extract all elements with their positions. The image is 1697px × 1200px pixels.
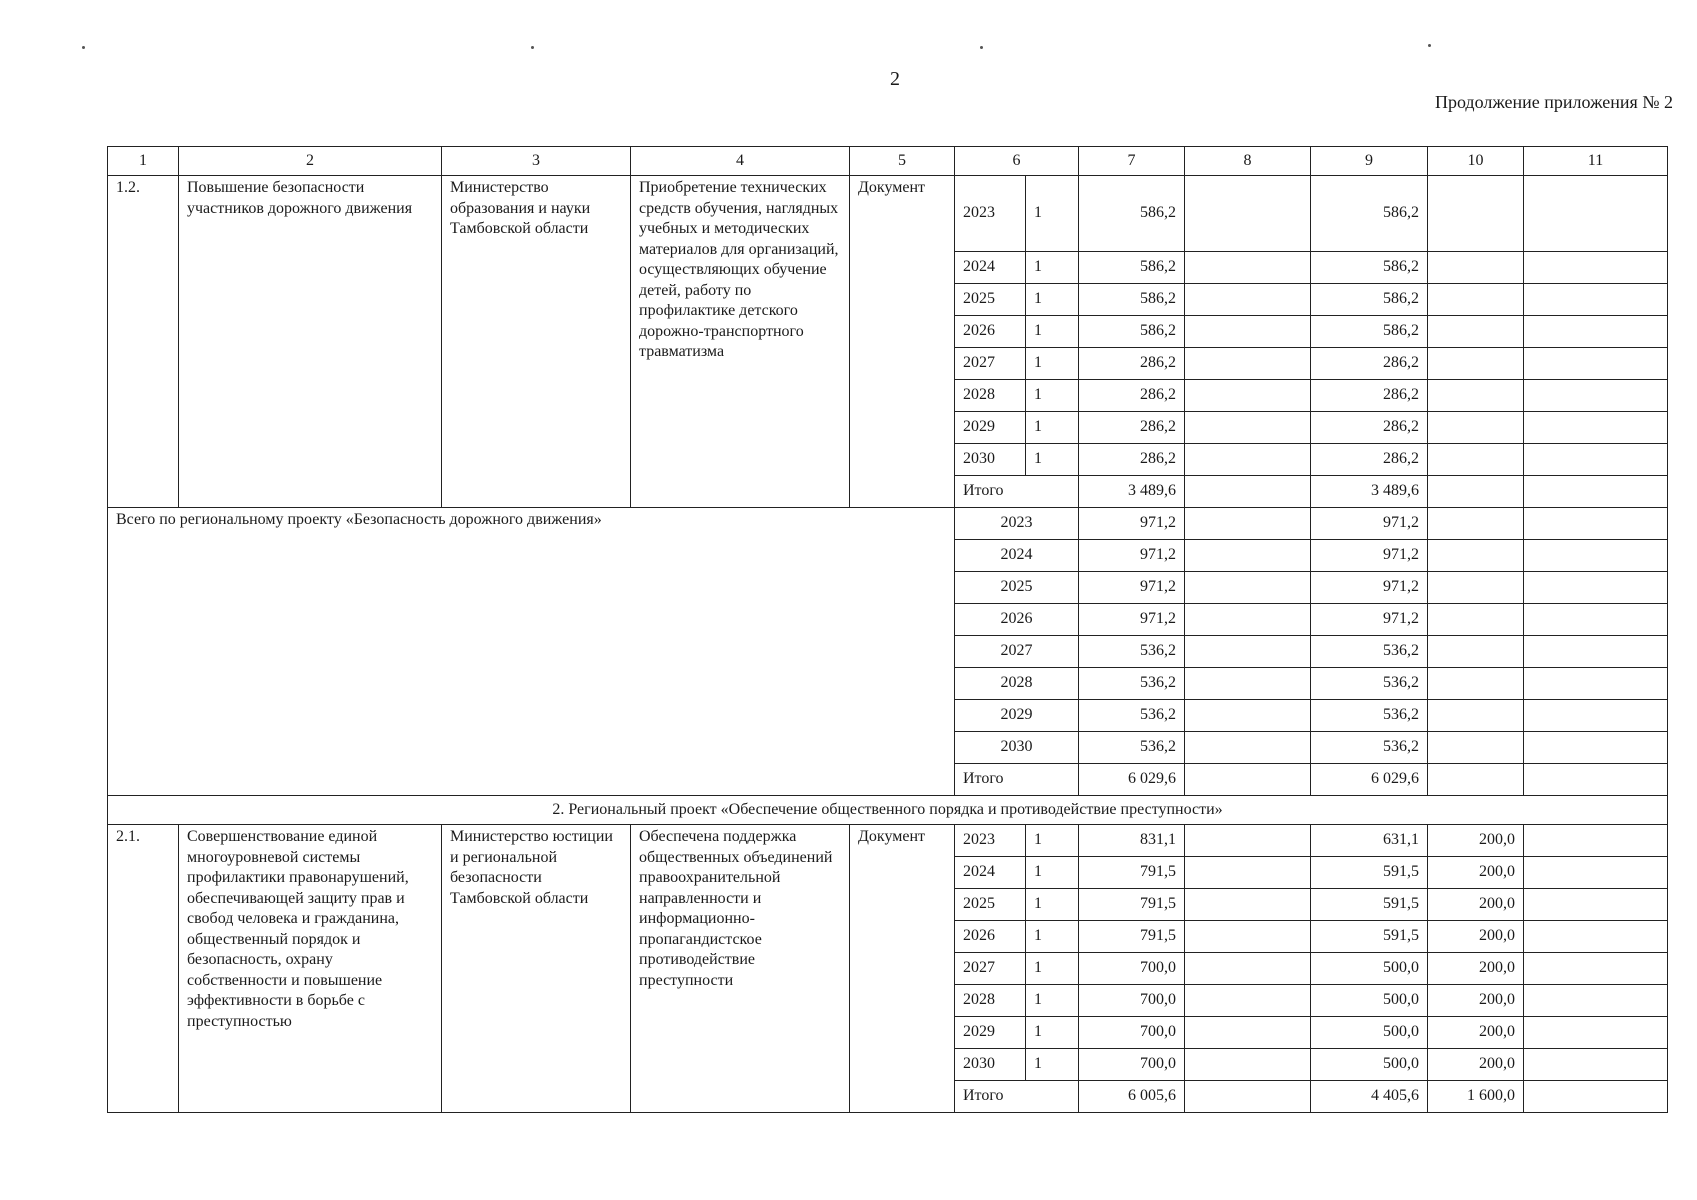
value-cell: 536,2: [1311, 636, 1428, 668]
value-cell: 586,2: [1311, 252, 1428, 284]
year-cell: 2023: [955, 508, 1079, 540]
year-cell: 2026: [955, 921, 1026, 953]
value-cell: [1524, 732, 1668, 764]
value-cell: 4 405,6: [1311, 1081, 1428, 1113]
value-cell: 200,0: [1428, 985, 1524, 1017]
value-cell: [1185, 700, 1311, 732]
value-cell: [1524, 668, 1668, 700]
value-cell: 3 489,6: [1079, 476, 1185, 508]
value-cell: [1185, 953, 1311, 985]
value-cell: 971,2: [1079, 540, 1185, 572]
value-cell: 200,0: [1428, 857, 1524, 889]
value-cell: 1: [1026, 380, 1079, 412]
value-cell: 536,2: [1079, 732, 1185, 764]
value-cell: 1: [1026, 1049, 1079, 1081]
value-cell: [1428, 348, 1524, 380]
year-cell: 2024: [955, 857, 1026, 889]
value-cell: 286,2: [1079, 380, 1185, 412]
scan-speck: [1428, 44, 1431, 47]
section-title-row: [108, 796, 1668, 825]
year-cell: 2026: [955, 604, 1079, 636]
col-header: 4: [631, 147, 850, 176]
value-cell: 631,1: [1311, 825, 1428, 857]
value-cell: 791,5: [1079, 857, 1185, 889]
col-header: 9: [1311, 147, 1428, 176]
value-cell: [1428, 572, 1524, 604]
value-cell: 831,1: [1079, 825, 1185, 857]
value-cell: 3 489,6: [1311, 476, 1428, 508]
value-cell: [1428, 444, 1524, 476]
value-cell: 500,0: [1311, 1049, 1428, 1081]
col-header: 2: [179, 147, 442, 176]
value-cell: [1185, 825, 1311, 857]
year-cell: 2029: [955, 412, 1026, 444]
value-cell: [1524, 1017, 1668, 1049]
activity-1-2-name: Повышение безопасности участников дорожного движения: [179, 176, 442, 508]
value-cell: 536,2: [1311, 732, 1428, 764]
value-cell: [1185, 732, 1311, 764]
value-cell: [1185, 636, 1311, 668]
value-cell: 286,2: [1311, 444, 1428, 476]
value-cell: 971,2: [1079, 572, 1185, 604]
value-cell: 1: [1026, 985, 1079, 1017]
activity-1-2-executor: Министерство образования и науки Тамбовской области: [442, 176, 631, 508]
value-cell: [1185, 444, 1311, 476]
value-cell: [1428, 604, 1524, 636]
value-cell: [1524, 284, 1668, 316]
value-cell: 500,0: [1311, 1017, 1428, 1049]
value-cell: [1524, 176, 1668, 252]
value-cell: [1185, 857, 1311, 889]
value-cell: [1524, 476, 1668, 508]
year-cell: 2025: [955, 889, 1026, 921]
value-cell: 286,2: [1311, 412, 1428, 444]
activity-1-2-number: 1.2.: [108, 176, 179, 508]
year-cell: 2030: [955, 444, 1026, 476]
col-header: 8: [1185, 147, 1311, 176]
value-cell: [1524, 953, 1668, 985]
value-cell: [1428, 380, 1524, 412]
activity-2-1-executor: Министерство юстиции и региональной безопасности Тамбовской области: [442, 825, 631, 1113]
table-row: [108, 176, 1668, 252]
value-cell: [1524, 921, 1668, 953]
value-cell: 536,2: [1079, 636, 1185, 668]
value-cell: [1185, 668, 1311, 700]
value-cell: [1185, 284, 1311, 316]
value-cell: 971,2: [1311, 540, 1428, 572]
value-cell: [1524, 764, 1668, 796]
value-cell: 586,2: [1311, 316, 1428, 348]
value-cell: 200,0: [1428, 889, 1524, 921]
value-cell: [1428, 284, 1524, 316]
value-cell: [1185, 1049, 1311, 1081]
value-cell: 536,2: [1311, 700, 1428, 732]
section-2-title: 2. Региональный проект «Обеспечение общественного порядка и противодействие преступности»: [108, 796, 1668, 825]
value-cell: 591,5: [1311, 921, 1428, 953]
value-cell: [1428, 668, 1524, 700]
value-cell: 1: [1026, 284, 1079, 316]
value-cell: [1185, 921, 1311, 953]
value-cell: 536,2: [1079, 668, 1185, 700]
value-cell: 500,0: [1311, 985, 1428, 1017]
col-header: 6: [955, 147, 1079, 176]
value-cell: [1428, 316, 1524, 348]
value-cell: [1185, 348, 1311, 380]
value-cell: [1185, 604, 1311, 636]
activity-2-1-result: Обеспечена поддержка общественных объединений правоохранительной направленности и информационно-пропагандистское противодействие преступности: [631, 825, 850, 1113]
value-cell: [1524, 572, 1668, 604]
value-cell: 6 029,6: [1311, 764, 1428, 796]
year-cell: 2029: [955, 700, 1079, 732]
activity-2-1-document: Документ: [850, 825, 955, 1113]
value-cell: [1524, 444, 1668, 476]
total-label: Итого: [955, 476, 1079, 508]
year-cell: 2024: [955, 252, 1026, 284]
col-header: 11: [1524, 147, 1668, 176]
year-cell: 2025: [955, 572, 1079, 604]
value-cell: [1185, 1017, 1311, 1049]
value-cell: [1524, 889, 1668, 921]
year-cell: 2027: [955, 953, 1026, 985]
value-cell: [1524, 412, 1668, 444]
column-number-row: [108, 147, 1668, 176]
value-cell: [1524, 252, 1668, 284]
value-cell: [1428, 732, 1524, 764]
value-cell: 971,2: [1311, 604, 1428, 636]
value-cell: [1185, 764, 1311, 796]
value-cell: 6 029,6: [1079, 764, 1185, 796]
value-cell: 586,2: [1311, 284, 1428, 316]
value-cell: [1524, 540, 1668, 572]
value-cell: 200,0: [1428, 953, 1524, 985]
value-cell: 971,2: [1311, 572, 1428, 604]
value-cell: 1: [1026, 412, 1079, 444]
value-cell: [1185, 176, 1311, 252]
appendix-continuation: Продолжение приложения № 2: [1434, 92, 1673, 112]
value-cell: 1: [1026, 921, 1079, 953]
value-cell: 700,0: [1079, 985, 1185, 1017]
value-cell: 586,2: [1079, 176, 1185, 252]
value-cell: 1: [1026, 176, 1079, 252]
value-cell: 700,0: [1079, 1049, 1185, 1081]
value-cell: 791,5: [1079, 889, 1185, 921]
value-cell: [1524, 1081, 1668, 1113]
value-cell: [1428, 540, 1524, 572]
value-cell: [1524, 604, 1668, 636]
col-header: 7: [1079, 147, 1185, 176]
value-cell: [1428, 176, 1524, 252]
value-cell: 6 005,6: [1079, 1081, 1185, 1113]
value-cell: 286,2: [1079, 348, 1185, 380]
value-cell: 1: [1026, 348, 1079, 380]
year-cell: 2027: [955, 348, 1026, 380]
page-number: 2: [890, 68, 900, 90]
scan-speck: [531, 46, 534, 49]
value-cell: [1185, 889, 1311, 921]
value-cell: [1428, 476, 1524, 508]
value-cell: 286,2: [1079, 412, 1185, 444]
value-cell: [1524, 380, 1668, 412]
year-cell: 2030: [955, 1049, 1026, 1081]
value-cell: [1524, 857, 1668, 889]
value-cell: [1524, 348, 1668, 380]
value-cell: 586,2: [1079, 316, 1185, 348]
value-cell: [1185, 508, 1311, 540]
value-cell: 1: [1026, 889, 1079, 921]
value-cell: 591,5: [1311, 889, 1428, 921]
value-cell: [1524, 316, 1668, 348]
value-cell: [1524, 1049, 1668, 1081]
value-cell: 586,2: [1079, 252, 1185, 284]
year-cell: 2023: [955, 176, 1026, 252]
value-cell: [1428, 508, 1524, 540]
value-cell: 286,2: [1311, 380, 1428, 412]
value-cell: [1428, 252, 1524, 284]
value-cell: 791,5: [1079, 921, 1185, 953]
value-cell: [1185, 380, 1311, 412]
year-cell: 2024: [955, 540, 1079, 572]
value-cell: 200,0: [1428, 825, 1524, 857]
value-cell: [1524, 825, 1668, 857]
value-cell: 286,2: [1311, 348, 1428, 380]
value-cell: 1: [1026, 444, 1079, 476]
activity-2-1-name: Совершенствование единой многоуровневой системы профилактики правонарушений, обеспечивающей защиту прав и свобод человека и гражданина, общественный порядок и безопасность, охрану собственности и повышение эффективности в борьбе с преступностью: [179, 825, 442, 1113]
total-label: Итого: [955, 764, 1079, 796]
year-cell: 2030: [955, 732, 1079, 764]
activity-1-2-document: Документ: [850, 176, 955, 508]
value-cell: [1185, 476, 1311, 508]
activity-1-2-result: Приобретение технических средств обучения, наглядных учебных и методических материалов для организаций, осуществляющих обучение детей, работу по профилактике детского дорожно-транспортного травматизма: [631, 176, 850, 508]
col-header: 1: [108, 147, 179, 176]
value-cell: [1185, 572, 1311, 604]
value-cell: 586,2: [1311, 176, 1428, 252]
value-cell: [1524, 508, 1668, 540]
value-cell: 971,2: [1311, 508, 1428, 540]
value-cell: 591,5: [1311, 857, 1428, 889]
value-cell: [1428, 412, 1524, 444]
value-cell: 1: [1026, 953, 1079, 985]
value-cell: 1: [1026, 825, 1079, 857]
value-cell: 1 600,0: [1428, 1081, 1524, 1113]
activity-2-1-number: 2.1.: [108, 825, 179, 1113]
value-cell: 1: [1026, 1017, 1079, 1049]
year-cell: 2028: [955, 985, 1026, 1017]
value-cell: [1185, 252, 1311, 284]
year-cell: 2029: [955, 1017, 1026, 1049]
value-cell: 1: [1026, 316, 1079, 348]
value-cell: [1524, 985, 1668, 1017]
value-cell: [1524, 700, 1668, 732]
value-cell: 971,2: [1079, 604, 1185, 636]
value-cell: 536,2: [1311, 668, 1428, 700]
scan-speck: [980, 46, 983, 49]
scan-speck: [82, 46, 85, 49]
table-row: [108, 825, 1668, 857]
value-cell: [1185, 985, 1311, 1017]
value-cell: 200,0: [1428, 1017, 1524, 1049]
value-cell: [1185, 412, 1311, 444]
value-cell: [1428, 636, 1524, 668]
year-cell: 2023: [955, 825, 1026, 857]
value-cell: 586,2: [1079, 284, 1185, 316]
value-cell: [1428, 764, 1524, 796]
col-header: 5: [850, 147, 955, 176]
value-cell: [1524, 636, 1668, 668]
value-cell: [1185, 316, 1311, 348]
project-total-label: Всего по региональному проекту «Безопасность дорожного движения»: [108, 508, 955, 796]
value-cell: 971,2: [1079, 508, 1185, 540]
col-header: 10: [1428, 147, 1524, 176]
value-cell: 500,0: [1311, 953, 1428, 985]
year-cell: 2026: [955, 316, 1026, 348]
year-cell: 2028: [955, 380, 1026, 412]
value-cell: 1: [1026, 857, 1079, 889]
appendix-table: [107, 146, 1668, 1113]
col-header: 3: [442, 147, 631, 176]
value-cell: 1: [1026, 252, 1079, 284]
total-label: Итого: [955, 1081, 1079, 1113]
year-cell: 2025: [955, 284, 1026, 316]
value-cell: [1185, 540, 1311, 572]
value-cell: 700,0: [1079, 1017, 1185, 1049]
value-cell: [1428, 700, 1524, 732]
value-cell: 200,0: [1428, 921, 1524, 953]
year-cell: 2027: [955, 636, 1079, 668]
year-cell: 2028: [955, 668, 1079, 700]
value-cell: 536,2: [1079, 700, 1185, 732]
value-cell: 700,0: [1079, 953, 1185, 985]
table-row: [108, 508, 1668, 540]
value-cell: [1185, 1081, 1311, 1113]
value-cell: 286,2: [1079, 444, 1185, 476]
value-cell: 200,0: [1428, 1049, 1524, 1081]
